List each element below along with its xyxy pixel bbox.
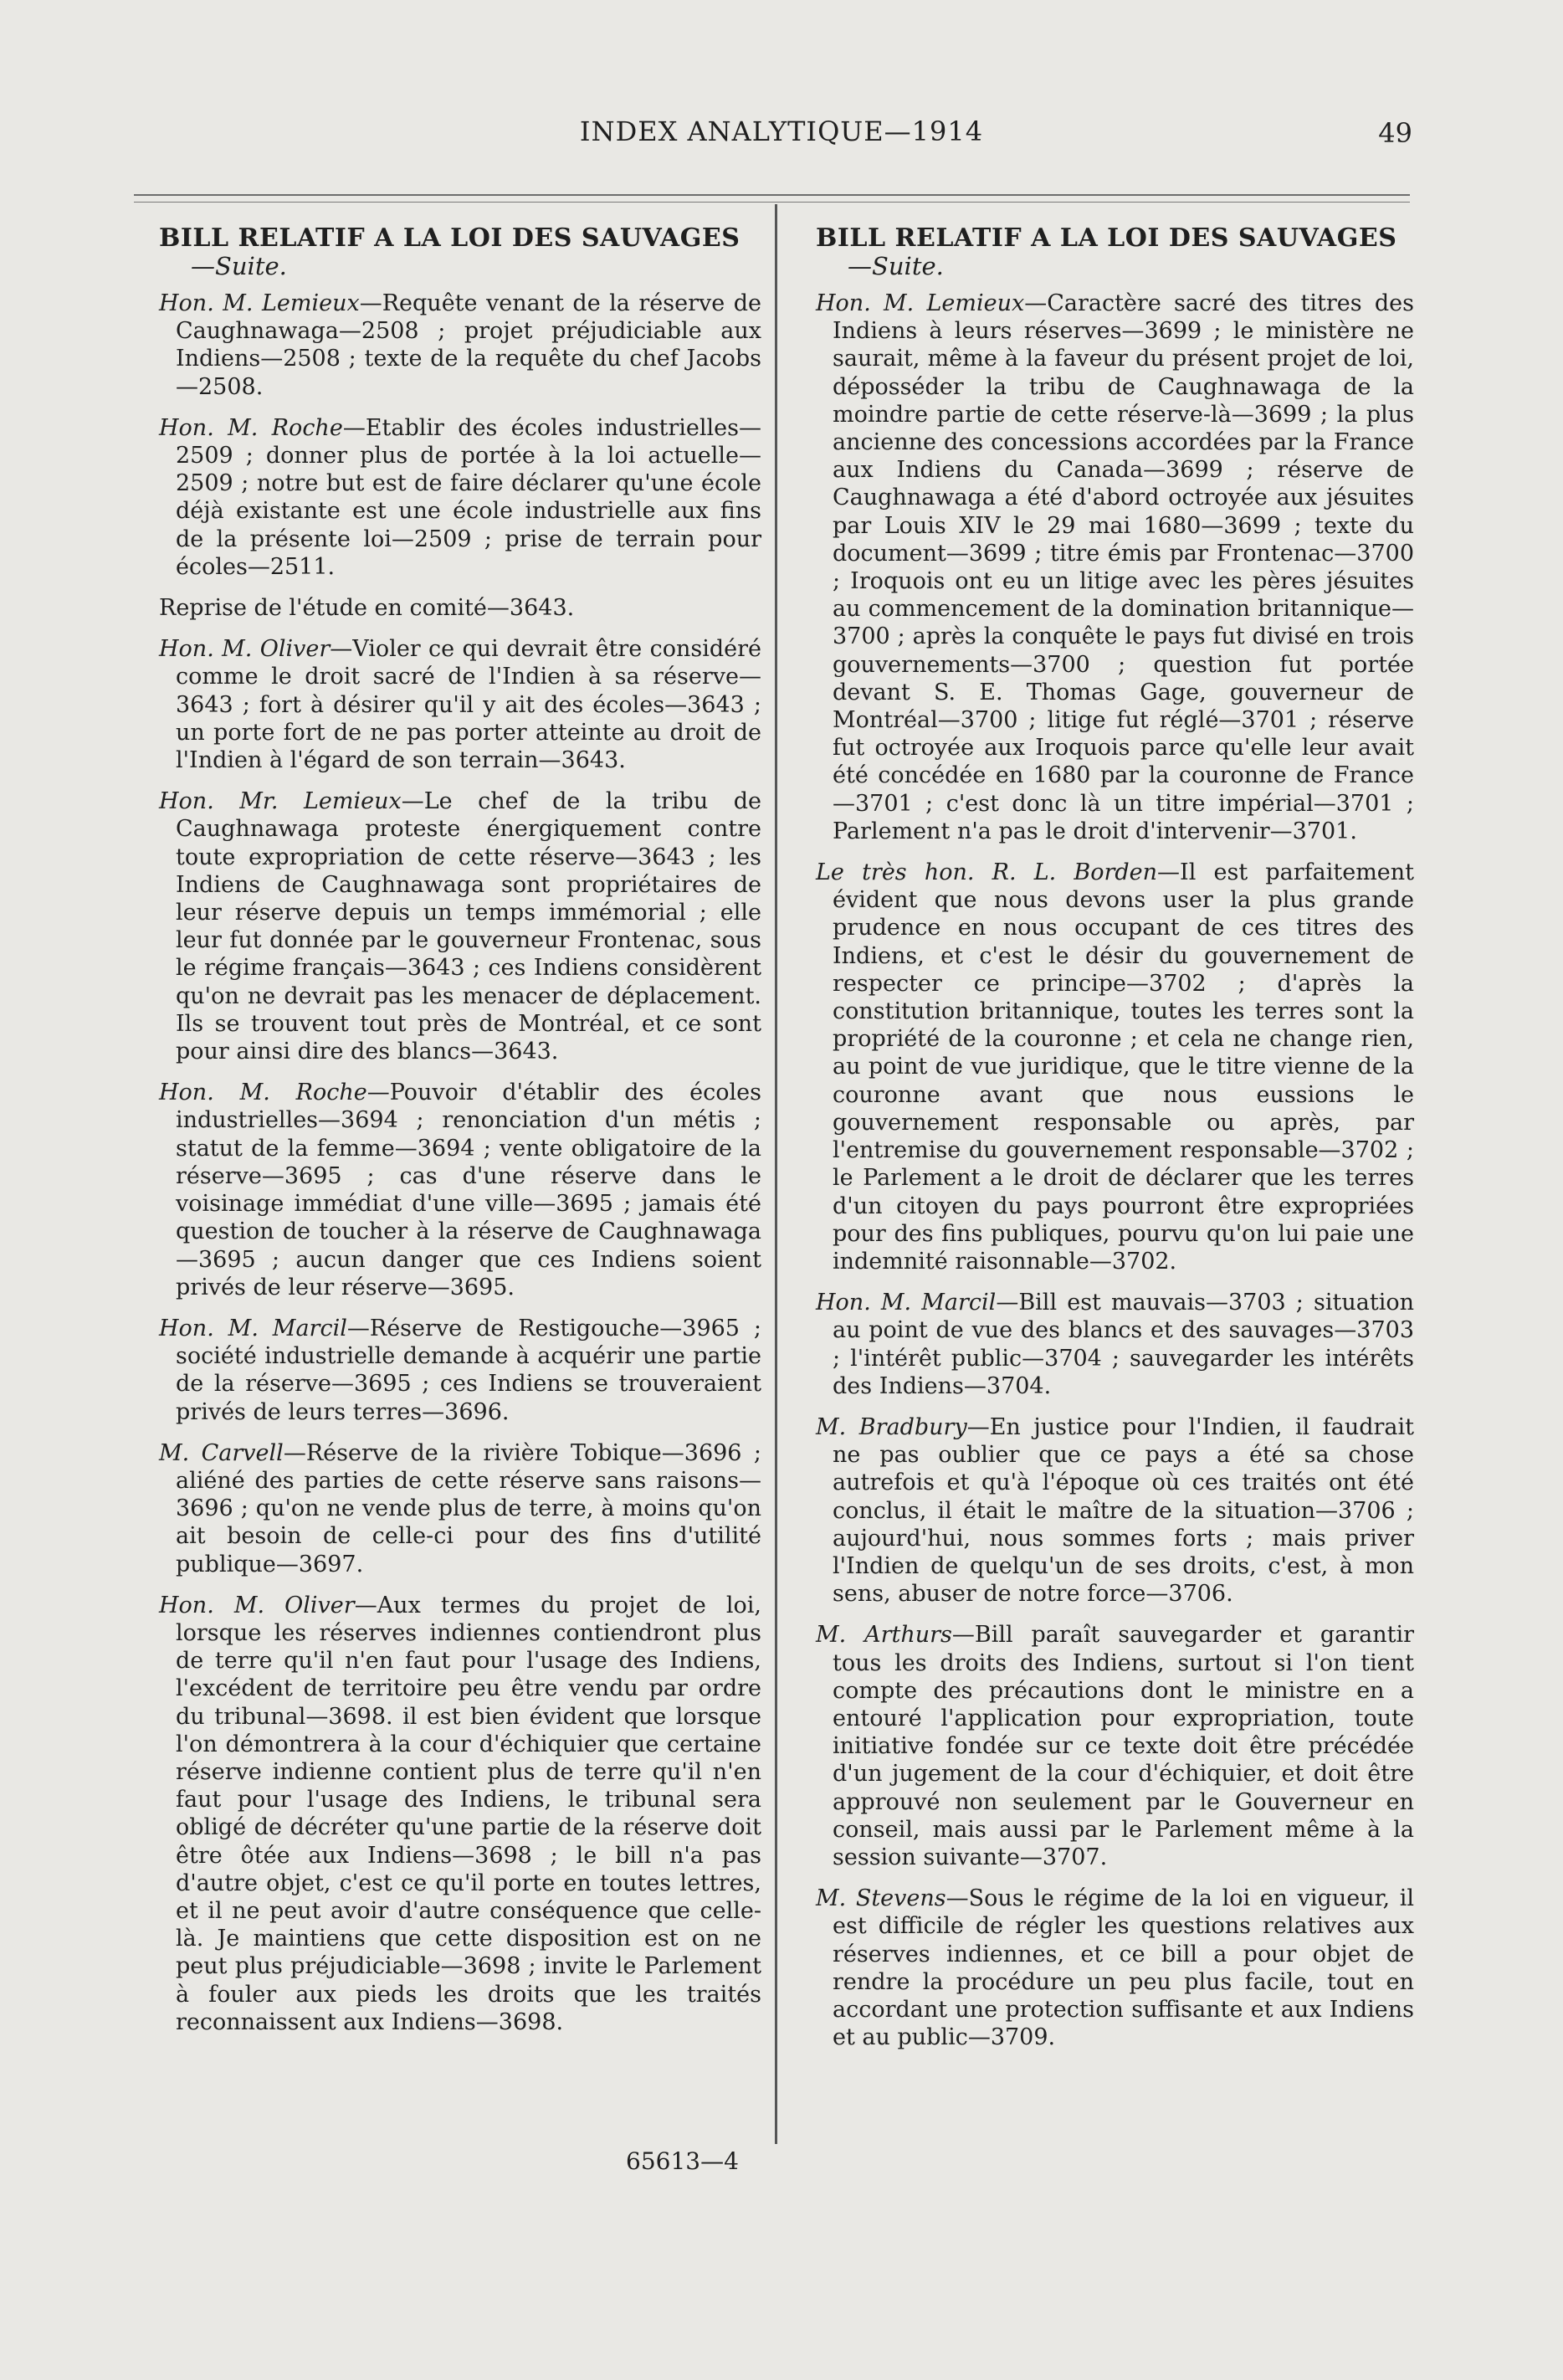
entry-text: —Bill est mauvais—3703 ; situation au point de vue des blancs et des sauvages—3703 ; l'intérêt public—3704 ; sauvegarder les intérêts des Indiens—3704. [833, 1290, 1414, 1399]
running-header: INDEX ANALYTIQUE—1914 [579, 115, 984, 147]
entry-text: —Bill paraît sauvegarder et garantir tous les droits des Indiens, surtout si l'on tient compte des précautions dont le ministre en a entouré l'application pour expropriation, toute initiative fondée sur ce texte doit être précédée d'un jugement de la cour d'échiquier, et doit être approuvé non seulement par le Gouverneur en conseil, mais aussi par le Parlement même à la session suivante—3707. [833, 1622, 1414, 1870]
entry-text: Reprise de l'étude en comité—3643. [159, 595, 575, 622]
right-column [816, 224, 1414, 2065]
entry-speaker: Hon. M. Roche [159, 1080, 367, 1106]
column-divider [775, 204, 777, 2144]
header-rule [134, 194, 1410, 196]
index-entry [159, 787, 761, 1065]
index-entry [816, 1621, 1414, 1871]
entry-speaker: Hon. Mr. Lemieux [159, 788, 402, 815]
section-subheading: —Suite. [191, 252, 287, 280]
page-number: 49 [1378, 117, 1412, 149]
entry-speaker: Hon. M. Lemieux [816, 290, 1025, 316]
entry-speaker: Hon. M. Marcil [816, 1290, 997, 1316]
entry-text: —Etablir des écoles industrielles—2509 ; donner plus de portée à la loi actuelle—2509 ; notre but est de faire déclarer qu'une école déjà existante est une école industrielle aux fins de la présente loi—2509 ; prise de terrain pour écoles—2511. [176, 414, 761, 580]
section-subheading: —Suite. [848, 252, 944, 280]
index-entry [159, 594, 761, 622]
index-entry [159, 414, 761, 581]
entry-speaker: Hon. M. Oliver [159, 1592, 355, 1618]
index-entry [159, 1592, 761, 2036]
index-entry [159, 1315, 761, 1426]
entry-text: —Violer ce qui devrait être considéré comme le droit sacré de l'Indien à sa réserve—3643 ; fort à désirer qu'il y ait des écoles—3643 ; un porte fort de ne pas porter atteinte au droit de l'Indien à l'égard de son terrain—3643. [176, 636, 761, 774]
entry-speaker: Hon. M. Roche [159, 414, 343, 441]
index-entry [816, 1413, 1414, 1608]
entry-text: —Pouvoir d'établir des écoles industrielles—3694 ; renonciation d'un métis ; statut de la femme—3694 ; vente obligatoire de la réserve—3695 ; cas d'une réserve dans le voisinage immédiat d'une ville—3695 ; jamais été question de toucher à la réserve de Caughnawaga—3695 ; aucun danger que ces Indiens soient privés de leur réserve—3695. [176, 1080, 761, 1300]
entry-text: —Réserve de la rivière Tobique—3696 ; aliéné des parties de cette réserve sans raisons—3696 ; qu'on ne vende plus de terre, à moins qu'on ait besoin de celle-ci pour des fins d'utilité publique—3697. [176, 1439, 761, 1577]
entry-speaker: M. Stevens [816, 1885, 946, 1912]
entry-text: —Requête venant de la réserve de Caughnawaga—2508 ; projet préjudiciable aux Indiens—2508 ; texte de la requête du chef Jacobs—2508. [176, 290, 761, 400]
index-entry [816, 1885, 1414, 2051]
index-entry [159, 1079, 761, 1301]
header-rule-thin [134, 202, 1410, 203]
entry-text: —Réserve de Restigouche—3965 ; société industrielle demande à acquérir une partie de la réserve—3695 ; ces Indiens se trouveraient privés de leurs terres—3696. [176, 1315, 761, 1425]
entry-speaker: Hon. M. Marcil [159, 1315, 347, 1341]
entry-speaker: M. Arthurs [816, 1622, 952, 1649]
section-heading: BILL RELATIF A LA LOI DES SAUVAGES [159, 223, 741, 253]
index-entry [816, 290, 1414, 845]
entry-speaker: M. Bradbury [816, 1413, 967, 1440]
section-heading: BILL RELATIF A LA LOI DES SAUVAGES [816, 223, 1397, 253]
index-entry [159, 635, 761, 774]
entry-text: —En justice pour l'Indien, il faudrait ne pas oublier que ce pays a été sa chose autrefois et qu'à l'époque où ces traités ont été conclus, il était le maître de la situation—3706 ; aujourd'hui, nous sommes forts ; mais priver l'Indien de quelqu'un de ses droits, c'est, à mon sens, abuser de notre force—3706. [833, 1413, 1414, 1608]
index-entry [159, 1439, 761, 1578]
entry-text: —Sous le régime de la loi en vigueur, il est difficile de régler les questions relatives aux réserves indiennes, et ce bill a pour objet de rendre la procédure un peu plus facile, tout en accordant une protection suffisante et aux Indiens et au public—3709. [833, 1885, 1414, 2051]
entry-text: —Le chef de la tribu de Caughnawaga proteste énergiquement contre toute expropriation de cette réserve—3643 ; les Indiens de Caughnawaga sont propriétaires de leur réserve depuis un temps immémorial ; elle leur fut donnée par le gouverneur Frontenac, sous le régime français—3643 ; ces Indiens considèrent qu'on ne devrait pas les menacer de déplacement. Ils se trouvent tout près de Montréal, et ce sont pour ainsi dire des blancs—3643. [176, 788, 761, 1065]
index-entry [159, 290, 761, 401]
entry-speaker: M. Carvell [159, 1439, 284, 1466]
entry-speaker: Le très hon. R. L. Borden [816, 859, 1158, 886]
printer-code: 65613—4 [626, 2147, 739, 2175]
entry-text: —Caractère sacré des titres des Indiens à leurs réserves—3699 ; le ministère ne saurait, même à la faveur du présent projet de loi, déposséder la tribu de Caughnawaga de la moindre partie de cette réserve-là—3699 ; la plus ancienne des concessions accordées par la France aux Indiens du Canada—3699 ; réserve de Caughnawaga a été d'abord octroyée aux jésuites par Louis XIV le 29 mai 1680—3699 ; texte du document—3699 ; titre émis par Frontenac—3700 ; Iroquois ont eu un litige avec les pères jésuites au commencement de la domination britannique—3700 ; après la conquête le pays fut divisé en trois gouvernements—3700 ; question fut portée devant S. E. Thomas Gage, gouverneur de Montréal—3700 ; litige fut réglé—3701 ; réserve fut octroyée aux Iroquois parce qu'elle leur avait été concédée en 1680 par la couronne de France—3701 ; c'est donc là un titre impérial—3701 ; Parlement n'a pas le droit d'intervenir—3701. [833, 290, 1414, 844]
entry-speaker: Hon. M. Oliver [159, 636, 331, 663]
entry-text: —Il est parfaitement évident que nous devons user la plus grande prudence en nous occupant de ces titres des Indiens, et c'est le désir du gouvernement de respecter ce principe—3702 ; d'après la constitution britannique, toutes les terres sont la propriété de la couronne ; et cela ne change rien, au point de vue juridique, que le titre vienne de la couronne avant que nous eussions le gouvernement responsable ou après, par l'entremise du gouvernement responsable—3702 ; le Parlement a le droit de déclarer que les terres d'un citoyen du pays pourront être expropriées pour des fins publiques, pourvu qu'on lui paie une indemnité raisonnable—3702. [833, 859, 1415, 1275]
index-entry [816, 1289, 1414, 1400]
entry-speaker: Hon. M. Lemieux [159, 290, 360, 316]
index-entry [816, 859, 1414, 1275]
left-column [159, 224, 761, 2049]
entry-text: —Aux termes du projet de loi, lorsque les réserves indiennes contiendront plus de terre qu'il n'en faut pour l'usage des Indiens, l'excédent de territoire peu être vendu par ordre du tribunal—3698. il est bien évident que lorsque l'on démontrera à la cour d'échiquier que certaine réserve indienne contient plus de terre qu'il n'en faut pour l'usage des Indiens, le tribunal sera obligé de décréter qu'une partie de la réserve doit être ôtée aux Indiens—3698 ; le bill n'a pas d'autre objet, c'est ce qu'il porte en toutes lettres, et il ne peut avoir d'autre conséquence que celle-là. Je maintiens que cette disposition est on ne peut plus préjudiciable—3698 ; invite le Parlement à fouler aux pieds les droits que les traités reconnaissent aux Indiens—3698. [176, 1592, 761, 2035]
